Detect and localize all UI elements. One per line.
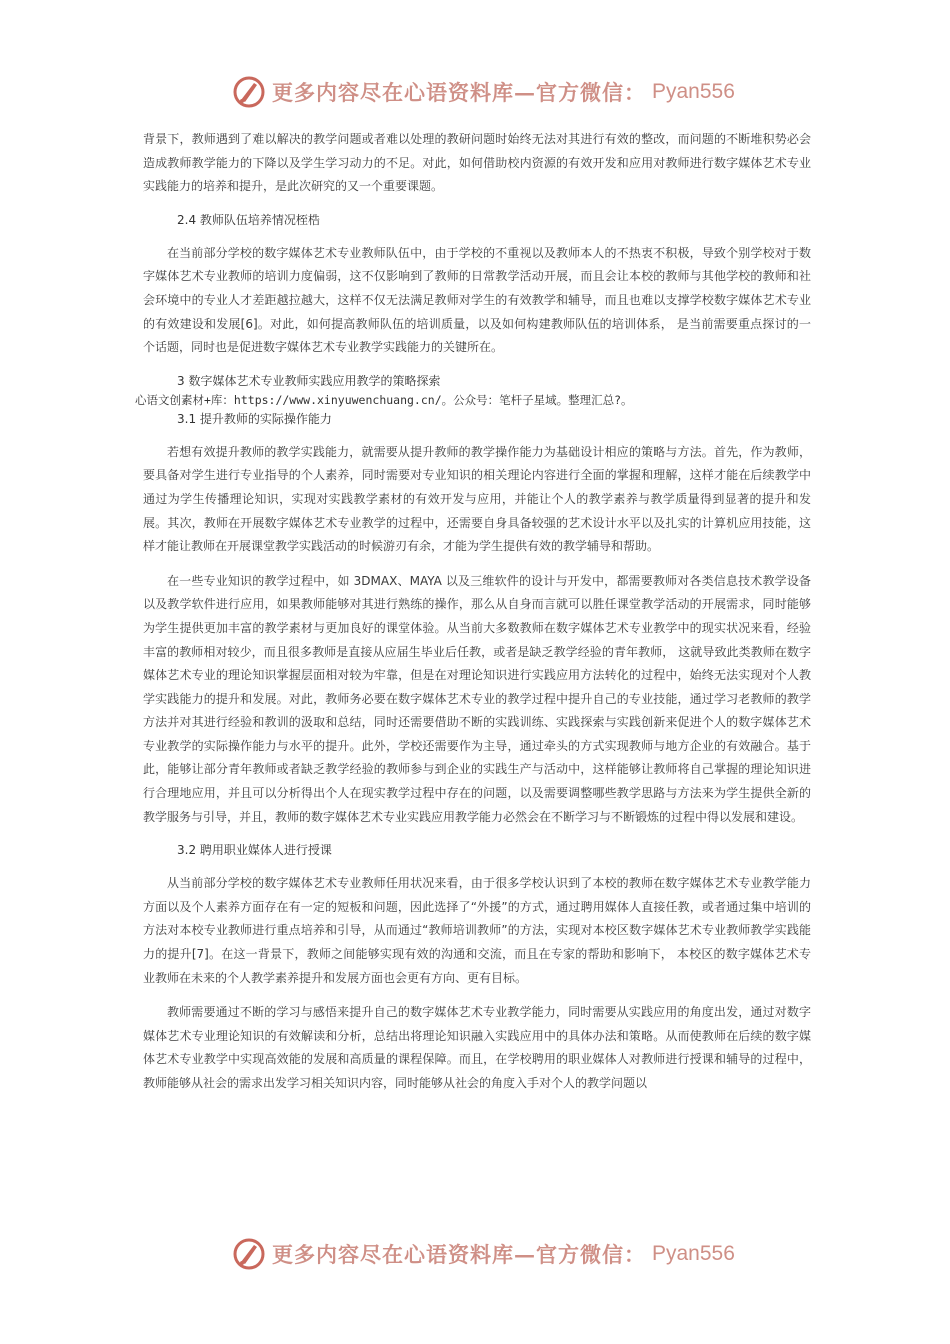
section-heading-3-1: 3.1 提升教师的实际操作能力 — [177, 411, 332, 426]
paragraph: 背景下，教师遇到了难以解决的教学问题或者难以处理的教研问题时始终无法对其进行有效的整改，而问题的不断堆积势必会造成教师教学能力的下降以及学生学习动力的不足。对此，如何借助校内资源的有效开发和应用对教师进行数字媒体艺术专业实践能力的培养和提升，是此次研究的又一个重要课题。 — [143, 132, 811, 194]
quill-logo-icon — [232, 75, 266, 109]
banner-wechat-id: Pyan556 — [652, 80, 735, 103]
section-heading-3: 3 数字媒体艺术专业教师实践应用教学的策略探索 — [177, 373, 441, 388]
banner-wechat-id: Pyan556 — [652, 1242, 735, 1265]
paragraph: 从当前部分学校的数字媒体艺术专业教师任用状况来看，由于很多学校认识到了本校的教师在数字媒体艺术专业教学能力方面以及个人素养方面存在有一定的短板和问题，因此选择了“外援”的方式，通过聘用媒体人直接任教，或者通过集中培训的方法对本校专业教师进行重点培养和引导，从而通过“教师培训教师”的方法，实现对本校区数字媒体艺术专业教师教学实践能力的提升[7]。在这一背景下，教师之间能够实现有效的沟通和交流，而且在专家的帮助和影响下， 本校区的数字媒体艺术专业教师在未来的个人教学素养提升和发展方面也会更有方向、更有目标。 — [143, 876, 811, 985]
source-note: 心语文创素材+库：https://www.xinyuwenchuang.cn/。公众号：笔杆子星域。整理汇总?。 — [135, 392, 633, 407]
paragraph: 在当前部分学校的数字媒体艺术专业教师队伍中，由于学校的不重视以及教师本人的不热衷不积极，导致个别学校对于数字媒体艺术专业教师的培训力度偏弱，这不仅影响到了教师的日常教学活动开展，而且会让本校的教师与其他学校的教师和社会环境中的专业人才差距越拉越大，这样不仅无法满足教师对学生的有效教学和辅导，而且也难以支撑学校数字媒体艺术专业的有效建设和发展[6]。对此，如何提高教师队伍的培训质量，以及如何构建教师队伍的培训体系， 是当前需要重点探讨的一个话题，同时也是促进数字媒体艺术专业教学实践能力的关键所在。 — [143, 245, 811, 355]
bottom-banner — [0, 1232, 950, 1276]
quill-logo-icon — [232, 1237, 266, 1271]
document-body — [135, 128, 811, 1107]
section-heading-2-4: 2.4 教师队伍培养情况桎梏 — [177, 212, 320, 227]
banner-text: 更多内容尽在心语资料库—官方微信： — [272, 80, 646, 105]
section-heading-3-2: 3.2 聘用职业媒体人进行授课 — [177, 843, 332, 858]
paragraph: 在一些专业知识的教学过程中，如 3DMAX、MAYA 以及三维软件的设计与开发中，都需要教师对各类信息技术教学设备以及教学软件进行应用，如果教师能够对其进行熟练的操作，那么从自身而言就可以胜任课堂教学活动的开展需求，同时能够为学生提供更加丰富的教学素材与更加良好的课堂体验。从当前大多数教师在数字媒体艺术专业教学中的现实状况来看，经验丰富的教师相对较少，而且很多教师是直接从应届生毕业后任教，或者是缺乏教学经验的青年教师， 这就导致此类教师在数字媒体艺术专业的理论知识掌握层面相对较为牢靠，但是在对理论知识进行实践应用方法转化的过程中，始终无法实现对个人教学实践能力的提升和发展。对此，教师务必要在数字媒体艺术专业的教学过程中提升自己的专业技能，通过学习老教师的教学方法并对其进行经验和教训的汲取和总结，同时还需要借助不断的实践训练、实践探索与实践创新来促进个人的数字媒体艺术专业教学的实际操作能力与水平的提升。此外，学校还需要作为主导，通过牵头的方式实现教师与地方企业的有效融合。基于此，能够让部分青年教师或者缺乏教学经验的教师参与到企业的实践生产与活动中，这样能够让教师将自己掌握的理论知识进行合理地应用，并且可以分析得出个人在现实教学过程中存在的问题，以及需要调整哪些教学思路与方法来为学生提供全新的教学服务与引导，并且，教师的数字媒体艺术专业实践应用教学能力必然会在不断学习与不断锻炼的过程中得以发展和建设。 — [143, 573, 811, 824]
banner-text: 更多内容尽在心语资料库—官方微信： — [272, 1242, 646, 1267]
paragraph: 教师需要通过不断的学习与感悟来提升自己的数字媒体艺术专业教学能力，同时需要从实践应用的角度出发，通过对数字媒体艺术专业理论知识的有效解读和分析，总结出将理论知识融入实践应用中的具体办法和策略。从而使教师在后续的数字媒体艺术专业教学中实现高效能的发展和高质量的课程保障。而且，在学校聘用的职业媒体人对教师进行授课和辅导的过程中，教师能够从社会的需求出发学习相关知识内容，同时能够从社会的角度入手对个人的教学问题以 — [143, 1005, 811, 1090]
paragraph: 若想有效提升教师的教学实践能力，就需要从提升教师的教学操作能力为基础设计相应的策略与方法。首先，作为教师，要具备对学生进行专业指导的个人素养，同时需要对专业知识的相关理论内容进行全面的掌握和理解，这样才能在后续教学中通过为学生传播理论知识，实现对实践教学素材的有效开发与应用，并能让个人的教学素养与教学质量得到显著的提升和发展。其次，教师在开展数字媒体艺术专业教学的过程中，还需要自身具备较强的艺术设计水平以及扎实的计算机应用技能，这样才能让教师在开展课堂教学实践活动的时候游刃有余，才能为学生提供有效的教学辅导和帮助。 — [143, 444, 811, 554]
top-banner — [0, 70, 950, 114]
